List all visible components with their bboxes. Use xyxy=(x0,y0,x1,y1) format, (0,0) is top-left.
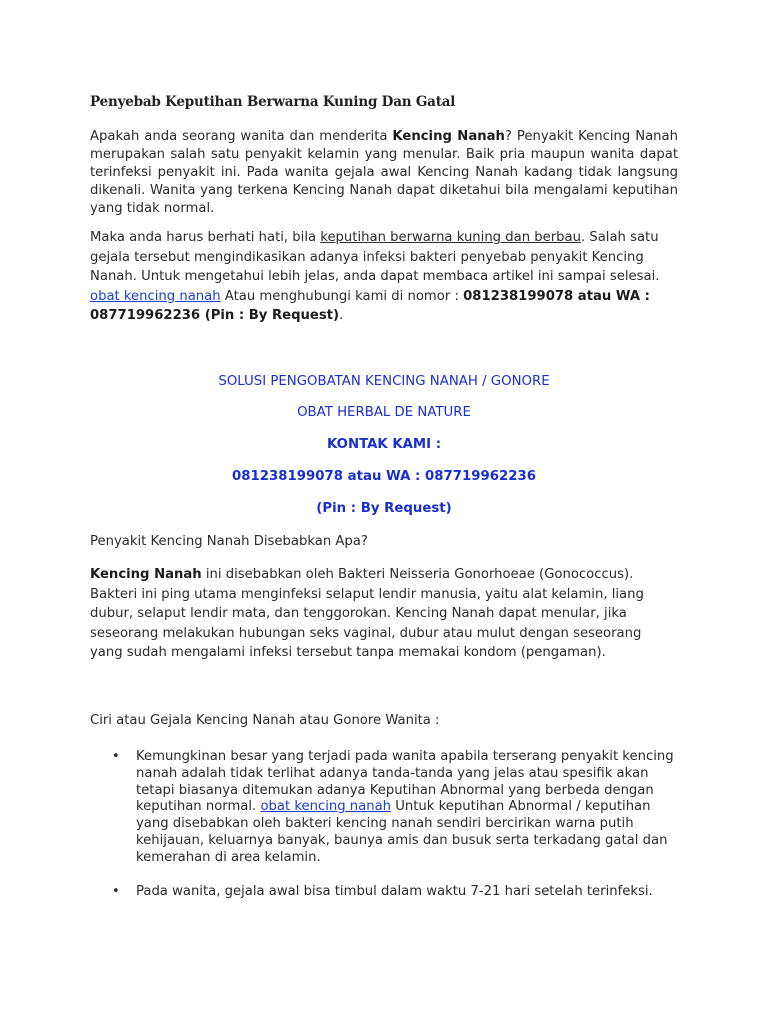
list-item-text: Pada wanita, gejala awal bisa timbul dalam waktu 7-21 hari setelah terinfeksi. xyxy=(136,884,653,899)
cause-bold-kencing-nanah: Kencing Nanah xyxy=(90,567,202,582)
intro-text-2: ? Penyakit Kencing Nanah merupakan salah satu penyakit kelamin yang menular. Baik pria maupun wanita dapat terinfeksi penyakit ini. Pada wanita gejala awal Kencing Nanah kadang tidak langsung dikenali. Wanita yang terkena Kencing Nanah dapat diketahui bila mengalami keputihan yang tidak normal. xyxy=(90,129,678,216)
list-item-text xyxy=(136,749,676,867)
pin-request: (Pin : By Request) xyxy=(316,501,452,516)
obat-kencing-nanah-link-2[interactable]: obat kencing nanah xyxy=(260,799,392,815)
bullet1-text-2: Untuk keputihan Abnormal / keputihan yang disebabkan oleh bakteri kencing nanah sendiri bercirikan warna putih kehijauan, keluarnya banyak, baunya amis dan busuk serta terkadang gatal dan kemerahan di area kelamin. xyxy=(136,799,668,865)
warning-text-2: . Salah satu gejala tersebut mengindikasikan adanya infeksi bakteri penyebab penyakit Kencing Nanah. Untuk mengetahui lebih jelas, anda dapat membaca artikel ini sampai selesai. xyxy=(90,230,660,284)
page-title: Penyebab Keputihan Berwarna Kuning Dan Gatal xyxy=(90,94,456,110)
cause-paragraph xyxy=(90,565,678,663)
warning-text-4: . xyxy=(339,308,344,323)
bullet-icon: • xyxy=(112,884,120,899)
keputihan-underlined-link[interactable]: keputihan berwarna kuning dan berbau xyxy=(320,230,581,245)
bullet-icon: • xyxy=(112,749,120,764)
intro-text-1: Apakah anda seorang wanita dan menderita xyxy=(90,129,393,144)
cause-heading: Penyakit Kencing Nanah Disebabkan Apa? xyxy=(90,534,368,549)
contact-numbers: 081238199078 atau WA : 087719962236 xyxy=(231,469,536,484)
warning-paragraph xyxy=(90,228,678,326)
contact-number-bold: 081238199078 atau WA : 087719962236 (Pin : By Request) xyxy=(90,288,650,323)
intro-paragraph xyxy=(90,128,678,218)
cause-text: ini disebabkan oleh Bakteri Neisseria Gonorhoeae (Gonococcus). Bakteri ini ping utama menginfeksi selaput lendir manusia, yaitu alat kelamin, liang dubur, selaput lendir mata, dan tenggorokan. Kencing Nanah dapat menular, jika seseorang melakukan hubungan seks vaginal, dubur atau mulut dengan seseorang yang sudah mengalami infeksi tersebut tanpa memakai kondom (pengaman). xyxy=(90,567,644,660)
warning-text-3: Atau menghubungi kami di nomor : xyxy=(220,288,464,304)
bullet1-text-1: Kemungkinan besar yang terjadi pada wanita apabila terserang penyakit kencing nanah adalah tidak terlihat adanya tanda-tanda yang jelas atau spesifik akan tetapi biasanya ditemukan adanya Keputihan Abnormal yang berbeda dengan keputihan normal. xyxy=(136,749,674,815)
intro-bold-kencing-nanah: Kencing Nanah xyxy=(392,129,505,144)
obat-kencing-nanah-link[interactable]: obat kencing nanah xyxy=(90,288,221,304)
solution-heading: SOLUSI PENGOBATAN KENCING NANAH / GONORE xyxy=(218,374,550,389)
herbal-brand: OBAT HERBAL DE NATURE xyxy=(297,405,471,420)
symptoms-heading: Ciri atau Gejala Kencing Nanah atau Gonore Wanita : xyxy=(90,713,440,728)
warning-text-1: Maka anda harus berhati hati, bila xyxy=(90,230,321,245)
contact-label: KONTAK KAMI : xyxy=(326,437,442,452)
